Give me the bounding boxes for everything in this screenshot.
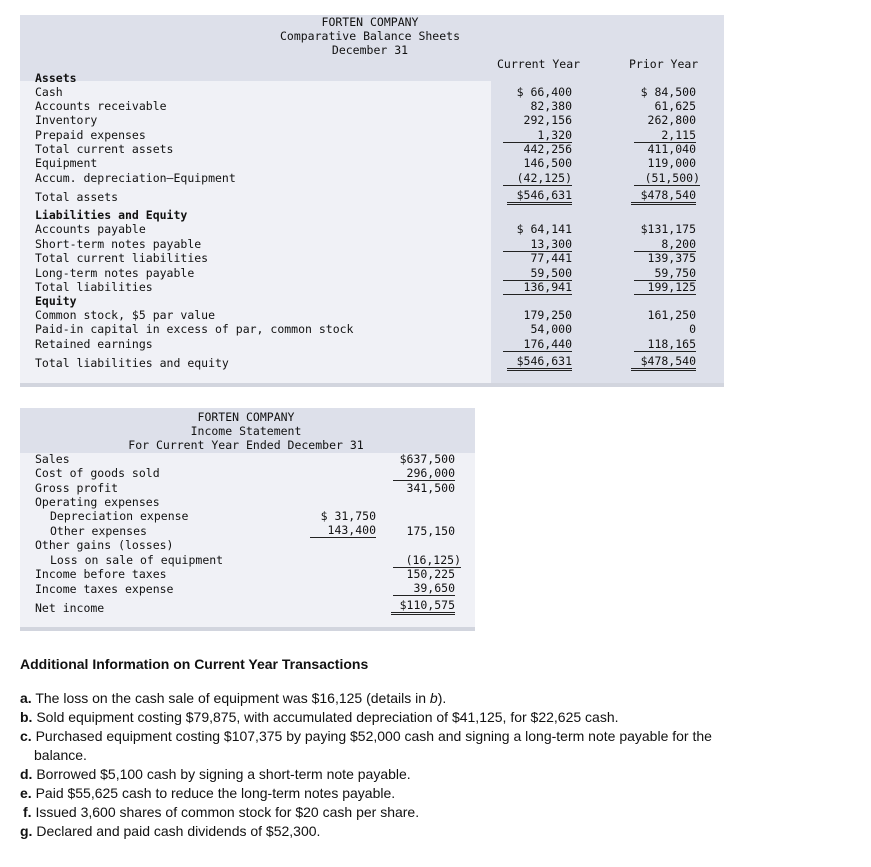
current-value: 54,000 — [530, 322, 572, 336]
column-header-current-year: Current Year — [497, 57, 581, 71]
current-value: (42,125) — [503, 171, 572, 186]
balance-sheet-bottom-rule — [20, 383, 724, 387]
info-item-g — [20, 822, 320, 841]
current-value: 136,941 — [503, 280, 572, 295]
prior-total-assets: $478,540 — [631, 188, 696, 205]
item-text: Declared and paid cash dividends of $52,300. — [36, 823, 321, 839]
balance-sheet-date: December 31 — [331, 43, 409, 57]
row-label: Paid-in capital in excess of par, common stock — [35, 322, 354, 336]
info-item-f — [23, 803, 419, 822]
prior-value: 2,115 — [634, 128, 696, 143]
current-value: $ 66,400 — [516, 85, 572, 99]
item-text: Sold equipment costing $79,875, with accumulated depreciation of $41,125, for $22,625 cash. — [36, 709, 619, 725]
item-text: Borrowed $5,100 cash by signing a short-term note payable. — [36, 766, 411, 782]
outer-value: (16,125) — [393, 553, 461, 568]
section-heading-liabilities-equity: Liabilities and Equity — [35, 208, 188, 222]
row-label: Total current assets — [35, 142, 174, 156]
info-item-e — [20, 784, 395, 803]
prior-value: 118,165 — [634, 337, 696, 352]
prior-value: 199,125 — [634, 280, 696, 295]
prior-value: $131,175 — [640, 222, 696, 236]
prior-total-liabilities-equity: $478,540 — [631, 354, 696, 371]
current-value: 292,156 — [523, 113, 572, 127]
row-label: Inventory — [35, 113, 98, 127]
item-tail: ). — [437, 690, 447, 706]
row-label: Equipment — [35, 156, 98, 170]
item-text: The loss on the cash sale of equipment was $16,125 (details in — [35, 690, 430, 706]
additional-info-heading: Additional Information on Current Year Transactions — [20, 656, 369, 672]
section-heading-equity: Equity — [35, 294, 77, 308]
outer-value: 150,225 — [406, 567, 455, 581]
item-letter: c. — [20, 728, 32, 744]
prior-value: 0 — [689, 322, 696, 336]
item-text: Purchased equipment costing $107,375 by paying $52,000 cash and signing a long-term note payable for the — [35, 728, 712, 744]
row-label: Total current liabilities — [35, 251, 209, 265]
prior-value: 61,625 — [654, 99, 696, 113]
row-label: Income taxes expense — [35, 582, 174, 596]
income-statement — [20, 408, 475, 632]
balance-sheet-company: FORTEN COMPANY — [321, 15, 419, 29]
current-value: 146,500 — [523, 156, 572, 170]
current-value: $ 64,141 — [516, 222, 572, 236]
current-value: 59,500 — [503, 266, 572, 281]
current-total-liabilities-equity: $546,631 — [507, 354, 572, 371]
current-value: 77,441 — [530, 251, 572, 265]
income-statement-bottom-rule — [20, 627, 475, 631]
row-label: Loss on sale of equipment — [50, 553, 224, 567]
row-label: Other expenses — [50, 524, 147, 538]
outer-value: 175,150 — [406, 524, 455, 538]
row-label: Income before taxes — [35, 567, 167, 581]
row-label: Other gains (losses) — [35, 538, 174, 552]
prior-value: $ 84,500 — [640, 85, 696, 99]
row-label: Sales — [35, 452, 70, 466]
prior-value: 161,250 — [647, 308, 696, 322]
row-label: Accum. depreciation—Equipment — [35, 171, 236, 185]
row-label-net-income: Net income — [35, 601, 105, 615]
info-item-b — [20, 708, 619, 727]
row-label: Cash — [35, 85, 63, 99]
prior-value: 411,040 — [647, 142, 696, 156]
income-statement-period: For Current Year Ended December 31 — [128, 438, 364, 452]
current-value: 13,300 — [503, 237, 572, 252]
row-label: Long-term notes payable — [35, 266, 195, 280]
current-value: 176,440 — [503, 337, 572, 352]
prior-value: 262,800 — [647, 113, 696, 127]
info-item-a — [20, 689, 446, 708]
row-label: Operating expenses — [35, 495, 160, 509]
row-label: Short-term notes payable — [35, 237, 202, 251]
current-value: 442,256 — [523, 142, 572, 156]
info-item-c-continued: balance. — [34, 747, 87, 763]
balance-sheet-title: Comparative Balance Sheets — [279, 29, 460, 43]
item-letter: d. — [20, 766, 33, 782]
prior-value: 8,200 — [634, 237, 696, 252]
prior-value: 139,375 — [647, 251, 696, 265]
item-text: Issued 3,600 shares of common stock for $20 cash per share. — [35, 804, 420, 820]
info-item-c — [20, 727, 712, 746]
info-item-d — [20, 765, 411, 784]
row-label: Cost of goods sold — [35, 466, 160, 480]
item-ref: b — [429, 690, 438, 706]
outer-value: 296,000 — [393, 466, 455, 481]
income-statement-company: FORTEN COMPANY — [197, 410, 295, 424]
row-label: Prepaid expenses — [35, 128, 146, 142]
row-label-total-liabilities-equity: Total liabilities and equity — [35, 356, 229, 370]
row-label: Accounts receivable — [35, 99, 167, 113]
current-value: 1,320 — [503, 128, 572, 143]
row-label-total-assets: Total assets — [35, 190, 119, 204]
section-heading-assets: Assets — [35, 71, 77, 85]
item-letter: g. — [20, 823, 33, 839]
row-label: Depreciation expense — [50, 509, 189, 523]
row-label: Retained earnings — [35, 337, 153, 351]
item-text: Paid $55,625 cash to reduce the long-term notes payable. — [35, 785, 396, 801]
inner-value: $ 31,750 — [320, 509, 376, 523]
outer-value: 39,650 — [393, 581, 455, 596]
item-letter: a. — [20, 690, 32, 706]
current-value: 82,380 — [530, 99, 572, 113]
item-letter: e. — [20, 785, 32, 801]
prior-value: 59,750 — [634, 266, 696, 281]
row-label: Total liabilities — [35, 280, 153, 294]
column-header-prior-year: Prior Year — [629, 57, 699, 71]
income-statement-title: Income Statement — [190, 424, 302, 438]
item-letter: f. — [23, 804, 32, 820]
prior-value: 119,000 — [647, 156, 696, 170]
current-total-assets: $546,631 — [507, 188, 572, 205]
outer-value: 341,500 — [406, 481, 455, 495]
current-value: 179,250 — [523, 308, 572, 322]
row-label: Common stock, $5 par value — [35, 308, 216, 322]
row-label: Accounts payable — [35, 222, 146, 236]
balance-sheet — [20, 15, 724, 385]
prior-value: (51,500) — [634, 171, 700, 186]
inner-value: 143,400 — [310, 523, 376, 538]
item-letter: b. — [20, 709, 33, 725]
outer-value: $637,500 — [399, 452, 455, 466]
row-label: Gross profit — [35, 481, 119, 495]
net-income-value: $110,575 — [391, 598, 455, 615]
